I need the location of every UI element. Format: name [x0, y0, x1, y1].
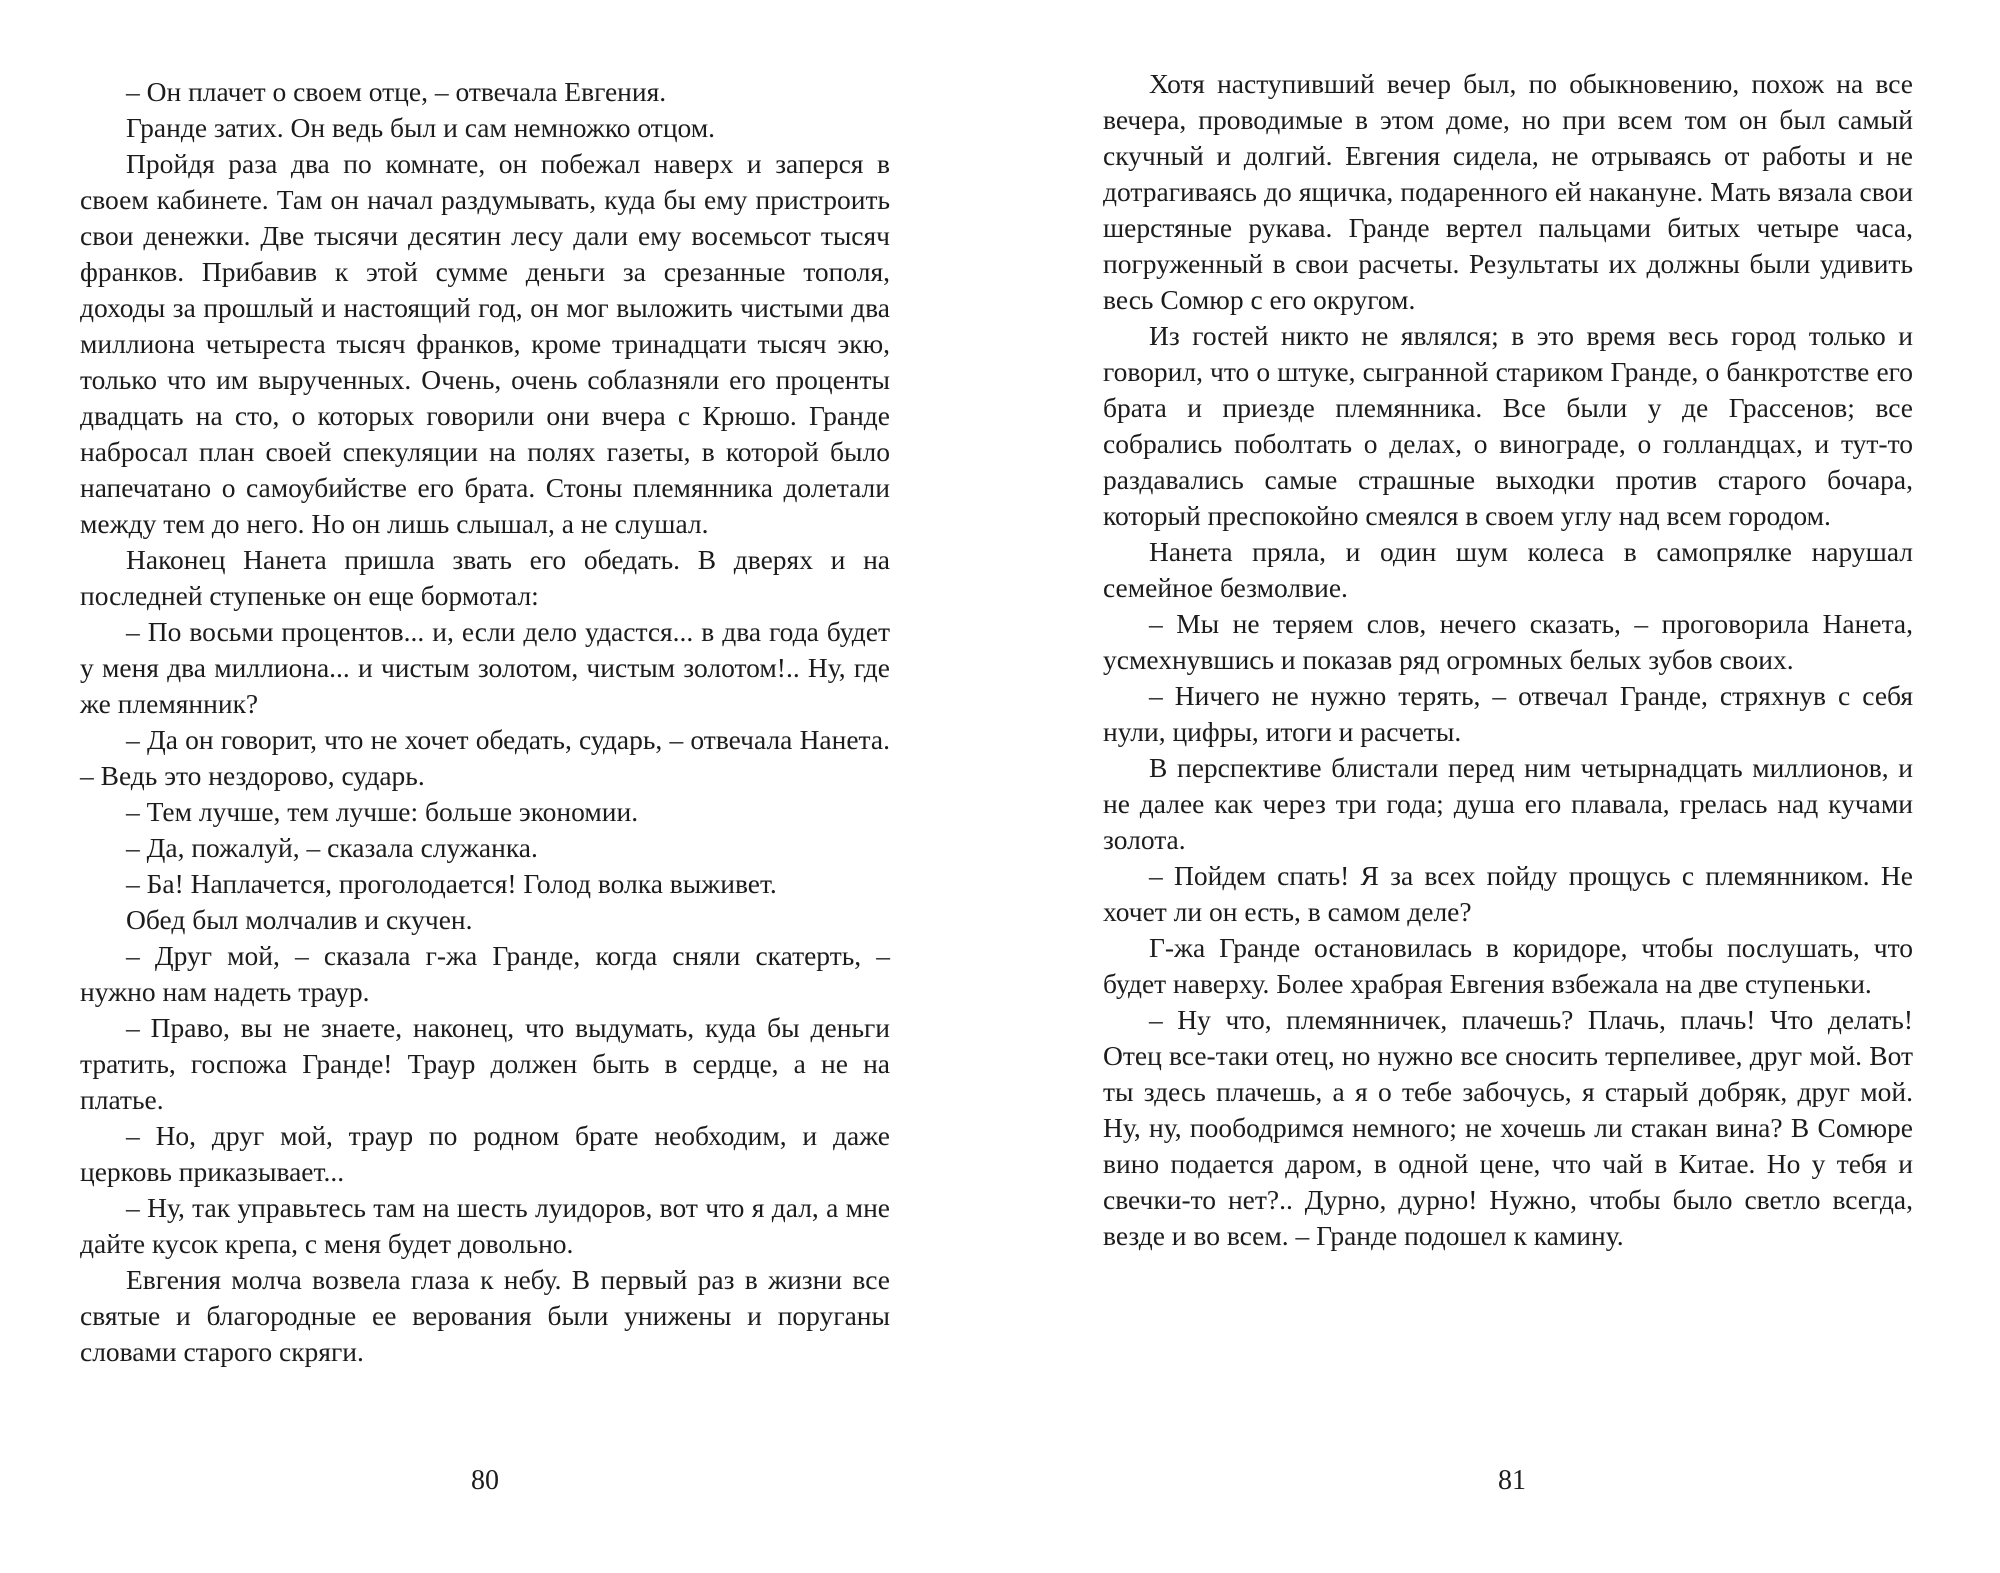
paragraph: Обед был молчалив и скучен. [126, 904, 473, 935]
paragraph: Г-жа Гранде остановилась в коридоре, чтобы послушать, что будет наверху. Более храбрая Евгения взбежала на две ступеньки. [1103, 932, 1913, 999]
paragraph: – Ба! Наплачется, проголодается! Голод волка выживет. [126, 868, 777, 899]
paragraph: – Ну, так управьтесь там на шесть луидоров, вот что я дал, а мне дайте кусок крепа, с меня будет довольно. [80, 1192, 890, 1259]
left-page-text [80, 74, 890, 1370]
paragraph: Хотя наступивший вечер был, по обыкновению, похож на все вечера, проводимые в этом доме, но при всем том он был самый скучный и долгий. Евгения сидела, не отрываясь от работы и не дотрагиваясь до ящичка, подаренного ей накануне. Мать вязала свои шерстяные рукава. Гранде вертел пальцами битых четыре часа, погруженный в свои расчеты. Результаты их должны были удивить весь Сомюр с его округом. [1103, 68, 1913, 315]
paragraph: Наконец Нанета пришла звать его обедать. В дверях и на последней ступеньке он еще бормотал: [80, 544, 890, 611]
paragraph: Из гостей никто не являлся; в это время весь город только и говорил, что о штуке, сыгранной стариком Гранде, о банкротстве его брата и приезде племянника. Все были у де Грассенов; все собрались поболтать о делах, о винограде, о голландцах, и тут-то раздавались самые страшные выходки против старого бочара, который преспокойно смеялся в своем углу над всем городом. [1103, 320, 1913, 531]
right-page-text [1103, 66, 1913, 1254]
paragraph: – Друг мой, – сказала г-жа Гранде, когда сняли скатерть, – нужно нам надеть траур. [80, 940, 890, 1007]
paragraph: Евгения молча возвела глаза к небу. В первый раз в жизни все святые и благородные ее верования были унижены и поруганы словами старого скряги. [80, 1264, 890, 1367]
paragraph: – Пойдем спать! Я за всех пойду прощусь с племянником. Не хочет ли он есть, в самом деле? [1103, 860, 1913, 927]
paragraph: Гранде затих. Он ведь был и сам немножко отцом. [126, 112, 716, 143]
paragraph: – Да он говорит, что не хочет обедать, сударь, – отвечала Нанета. – Ведь это нездорово, сударь. [80, 724, 890, 791]
paragraph: – Право, вы не знаете, наконец, что выдумать, куда бы деньги тратить, госпожа Гранде! Траур должен быть в сердце, а не на платье. [80, 1012, 890, 1115]
paragraph: Нанета пряла, и один шум колеса в самопрялке нарушал семейное безмолвие. [1103, 536, 1913, 603]
paragraph: – Ну что, племянничек, плачешь? Плачь, плачь! Что делать! Отец все-таки отец, но нужно все сносить терпеливее, друг мой. Вот ты здесь плачешь, а я о тебе забочусь, я старый добряк, друг мой. Ну, ну, поободримся немного; не хочешь ли стакан вина? В Сомюре вино подается даром, в одной цене, что чай в Китае. Но у тебя и свечки-то нет?.. Дурно, дурно! Нужно, чтобы было светло всегда, везде и во всем. – Гранде подошел к камину. [1103, 1004, 1913, 1251]
paragraph: – Мы не теряем слов, нечего сказать, – проговорила Нанета, усмехнувшись и показав ряд огромных белых зубов своих. [1103, 608, 1913, 675]
page-number-left: 80 [471, 1465, 499, 1496]
paragraph: – Да, пожалуй, – сказала служанка. [126, 832, 538, 863]
right-page [1000, 0, 2000, 1573]
paragraph: Пройдя раза два по комнате, он побежал наверх и заперся в своем кабинете. Там он начал раздумывать, куда бы ему пристроить свои денежки. Две тысячи десятин лесу дали ему восемьсот тысяч франков. Прибавив к этой сумме деньги за срезанные тополя, доходы за прошлый и настоящий год, он мог выложить чистыми два миллиона четыреста тысяч франков, кроме тринадцати тысяч экю, только что им вырученных. Очень, очень соблазняли его проценты двадцать на сто, о которых говорили они вчера с Крюшо. Гранде набросал план своей спекуляции на полях газеты, в которой было напечатано о самоубийстве его брата. Стоны племянника долетали между тем до него. Но он лишь слышал, а не слушал. [80, 148, 890, 539]
paragraph: – Но, друг мой, траур по родном брате необходим, и даже церковь приказывает... [80, 1120, 890, 1187]
paragraph: – Тем лучше, тем лучше: больше экономии. [126, 796, 639, 827]
paragraph: – По восьми процентов... и, если дело удастся... в два года будет у меня два миллиона... и чистым золотом, чистым золотом!.. Ну, где же племянник? [80, 616, 890, 719]
paragraph: – Он плачет о своем отце, – отвечала Евгения. [126, 76, 667, 107]
paragraph: – Ничего не нужно терять, – отвечал Гранде, стряхнув с себя нули, цифры, итоги и расчеты. [1103, 680, 1913, 747]
paragraph: В перспективе блистали перед ним четырнадцать миллионов, и не далее как через три года; душа его плавала, грелась над кучами золота. [1103, 752, 1913, 855]
page-number-right: 81 [1498, 1465, 1526, 1496]
